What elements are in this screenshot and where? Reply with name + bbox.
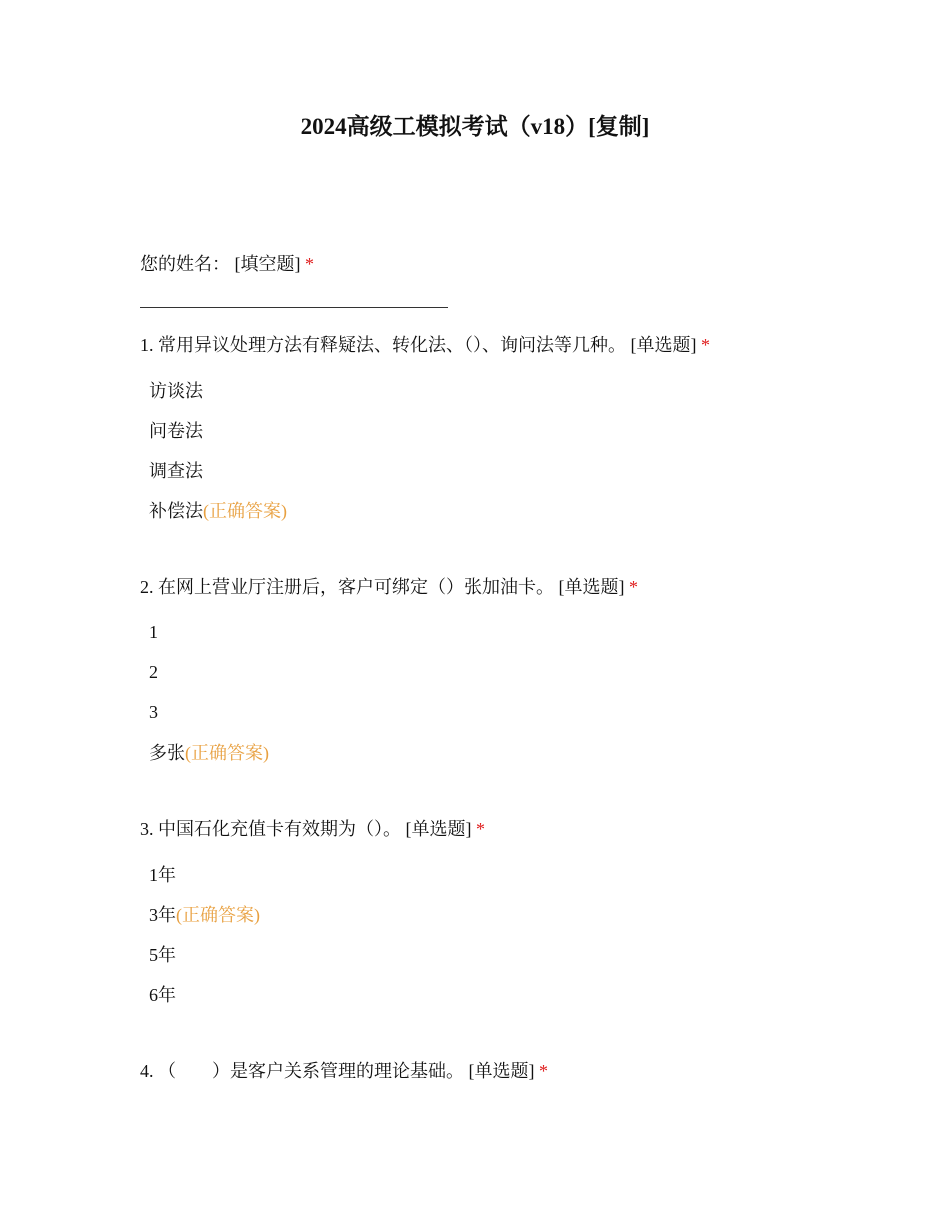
q3-option-4[interactable]	[149, 981, 176, 1009]
q2-option-2[interactable]	[149, 658, 158, 686]
option-text: 1	[149, 622, 158, 642]
option-text: 问卷法	[149, 421, 203, 441]
question-type-tag: [单选题]	[630, 335, 697, 355]
q1-option-1[interactable]	[149, 377, 203, 405]
option-text: 2	[149, 662, 158, 682]
required-mark: *	[476, 819, 485, 839]
required-mark: *	[629, 577, 638, 597]
question-1	[140, 331, 710, 359]
question-type-tag: [单选题]	[405, 819, 472, 839]
q1-option-4[interactable]	[149, 497, 287, 525]
q3-option-2[interactable]	[149, 901, 260, 929]
required-mark: *	[305, 254, 314, 274]
correct-answer-tag: (正确答案)	[185, 743, 269, 763]
option-text: 1年	[149, 865, 176, 885]
q2-option-3[interactable]	[149, 698, 158, 726]
option-text: 多张	[149, 743, 185, 763]
q2-option-4[interactable]	[149, 739, 269, 767]
option-text: 访谈法	[149, 381, 203, 401]
question-text: 常用异议处理方法有释疑法、转化法、（）、询问法等几种。	[158, 335, 626, 355]
q2-option-1[interactable]	[149, 618, 158, 646]
option-text: 3	[149, 702, 158, 722]
name-question	[140, 250, 314, 278]
name-type-tag: [填空题]	[234, 254, 301, 274]
correct-answer-tag: (正确答案)	[176, 905, 260, 925]
question-text: 在网上营业厅注册后，客户可绑定（）张加油卡。	[158, 577, 554, 597]
name-label-text: 您的姓名：	[140, 254, 230, 274]
correct-answer-tag: (正确答案)	[203, 501, 287, 521]
question-3	[140, 815, 485, 843]
page-title: 2024高级工模拟考试（v18）[复制]	[300, 114, 650, 139]
question-4	[140, 1057, 548, 1085]
q3-option-3[interactable]	[149, 941, 176, 969]
question-type-tag: [单选题]	[558, 577, 625, 597]
q3-option-1[interactable]	[149, 861, 176, 889]
question-text: 中国石化充值卡有效期为（）。	[158, 819, 401, 839]
option-text: 6年	[149, 985, 176, 1005]
name-input-line[interactable]	[140, 307, 448, 308]
q1-option-2[interactable]	[149, 417, 203, 445]
option-text: 3年	[149, 905, 176, 925]
option-text: 补偿法	[149, 501, 203, 521]
question-2	[140, 573, 638, 601]
question-number: 1.	[140, 335, 154, 355]
required-mark: *	[539, 1061, 548, 1081]
question-type-tag: [单选题]	[468, 1061, 535, 1081]
question-number: 2.	[140, 577, 154, 597]
option-text: 调查法	[149, 461, 203, 481]
required-mark: *	[701, 335, 710, 355]
question-number: 3.	[140, 819, 154, 839]
q1-option-3[interactable]	[149, 457, 203, 485]
question-number: 4.	[140, 1061, 154, 1081]
option-text: 5年	[149, 945, 176, 965]
question-text: （ ）是客户关系管理的理论基础。	[158, 1061, 464, 1081]
